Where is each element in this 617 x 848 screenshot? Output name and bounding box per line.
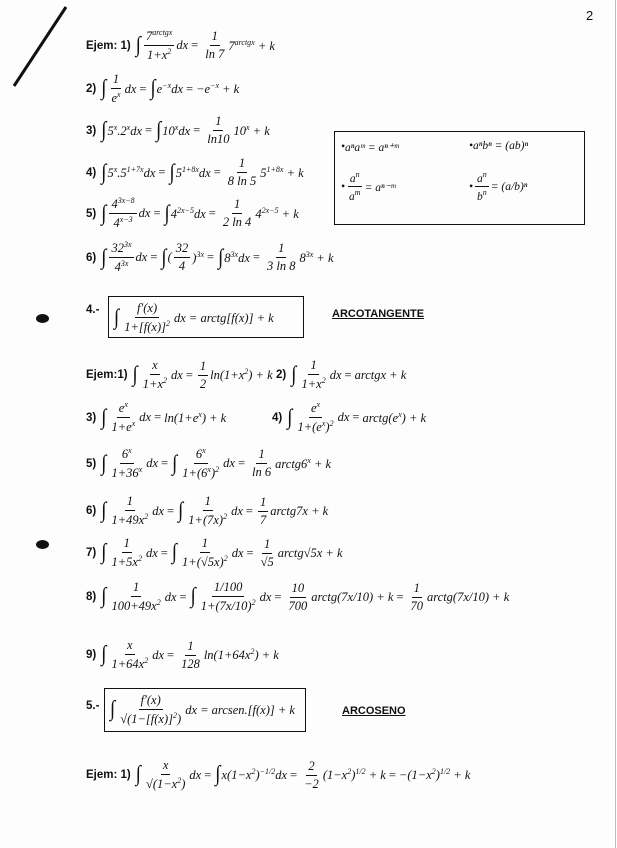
arctan-example-1: Ejem:1) ∫ $\frac{x}{1+x^2}$ dx = $\frac{1}{2}$ $\ln(1+x^2) + k$	[86, 358, 273, 391]
section-4-label: 4.-	[86, 304, 100, 316]
arctan-example-6: 6) ∫ $\frac{1}{1+49x^2}$ dx = ∫ $\frac{1}{1+(7x)^2}$ dx = $\frac{1}{7}$ arctg7x + k	[86, 494, 329, 527]
arctan-example-4: 4) ∫ $\frac{e^x}{1+(e^x)^2}$ dx = $arctg(e^x) + k$	[272, 400, 427, 434]
arcsine-formula-rhs: dx = arcsen.[f(x)] + k	[185, 702, 295, 717]
example-label: 2)	[86, 83, 97, 95]
powers-rules-box	[334, 131, 585, 225]
example-label: 6)	[86, 251, 97, 264]
intro-example-1: Ejem: 1) ∫ $\frac{7^{arctgx}}{1+x^2}$ dx = $\frac{1}{\ln 7}$ $7^{arctgx} + k$	[86, 28, 275, 62]
power-rule-3: • $\frac{a^n}{a^m}$ = aⁿ⁻ᵐ	[341, 170, 396, 203]
power-rule-1: • aⁿaᵐ = aⁿ⁺ᵐ	[341, 141, 399, 154]
page-number: 2	[586, 8, 594, 23]
arctan-example-8: 8) ∫ $\frac{1}{100+49x^2}$ dx = ∫ $\frac{1/100}{1+(7x/10)^2}$ dx = $\frac{10}{700}$ arctg(7x/10) + k = $\frac{1}{70}$ arctg(7x/10) + k	[86, 580, 510, 613]
page-edge-line	[615, 0, 616, 848]
power-rule-4: • $\frac{a^n}{b^n}$ = (a/b)ⁿ	[469, 170, 528, 203]
intro-example-4: 4) ∫ $5^x.5^{1+7x}dx$ = ∫ $5^{1+8x}dx$ = $\frac{1}{8 \ln 5}$ $5^{1+8x} + k$	[86, 156, 304, 188]
example-label: Ejem: 1)	[86, 39, 131, 52]
intro-example-3: 3) ∫ 5$^x$.2$^x$dx = ∫ 10$^x$dx = $\frac{1}{\ln 10}$ $10^x + k$	[86, 114, 270, 146]
intro-example-6: 6) ∫ $\frac{32^{3x}}{4^{3x}}$ dx = ∫ ( $\frac{32}{4}$ )$^{3x}$ = ∫ $8^{3x}dx$ = $\frac{1}{3 \ln 8}$ $8^{3x} + k$	[86, 240, 334, 274]
pen-stroke	[8, 4, 70, 90]
arctan-example-7: 7) ∫ $\frac{1}{1+5x^2}$ dx = ∫ $\frac{1}{1+(√5x)^2}$ dx = $\frac{1}{√5}$ arctg√5x + k	[86, 536, 343, 569]
arctan-example-5: 5) ∫ $\frac{6^x}{1+36^x}$ dx = ∫ $\frac{6^x}{1+(6^x)^2}$ dx = $\frac{1}{\ln 6}$ $arctg6^x + k$	[86, 446, 332, 480]
arctan-example-2: 2) ∫ $\frac{1}{1+x^2}$ dx = arctgx + k	[276, 358, 407, 391]
example-label: 5)	[86, 207, 97, 220]
intro-example-5: 5) ∫ $\frac{4^{3x-8}}{4^{x-3}}$ dx = ∫ $4^{2x-5}dx$ = $\frac{1}{2 \ln 4}$ $4^{2x-5} + k$	[86, 196, 299, 230]
arctangent-formula-box: ∫ $\frac{f'(x)}{1+[f(x)]^2}$ dx = arctg[f(x)] + k	[108, 296, 304, 338]
intro-example-2: 2) ∫ $\frac{1}{e^x}$ dx = ∫ $e^{-x}dx$ = $-e^{-x} + k$	[86, 72, 240, 105]
example-label: 4)	[86, 166, 97, 179]
arctan-example-3: 3) ∫ $\frac{e^x}{1+e^x}$ dx = $\ln(1+e^x) + k$	[86, 400, 227, 434]
punch-hole-mark	[36, 314, 49, 323]
punch-hole-mark	[36, 540, 49, 549]
arcsine-formula-box: ∫ $\frac{f'(x)}{√(1-[f(x)]^2)}$ dx = arcsen.[f(x)] + k	[104, 688, 306, 732]
section-5-label: 5.-	[86, 700, 100, 712]
power-rule-2: • aⁿbⁿ = (ab)ⁿ	[469, 140, 529, 152]
example-label: 3)	[86, 124, 97, 137]
arcoseno-heading: ARCOSENO	[342, 705, 406, 717]
arctangent-formula-rhs: dx = arctg[f(x)] + k	[173, 310, 274, 325]
arcsin-example-1: Ejem: 1) ∫ $\frac{x}{√(1-x^2)}$ dx = ∫ $x(1-x^2)^{-1/2}dx$ = $\frac{2}{-2}$ $(1-x^2)^{1/2} + k$ = $-(1-x^2)^{1/2} + k$	[86, 758, 471, 791]
arctangente-heading: ARCOTANGENTE	[332, 308, 425, 320]
arctan-example-9: 9) ∫ $\frac{x}{1+64x^2}$ dx = $\frac{1}{128}$ $\ln(1+64x^2) + k$	[86, 638, 279, 671]
